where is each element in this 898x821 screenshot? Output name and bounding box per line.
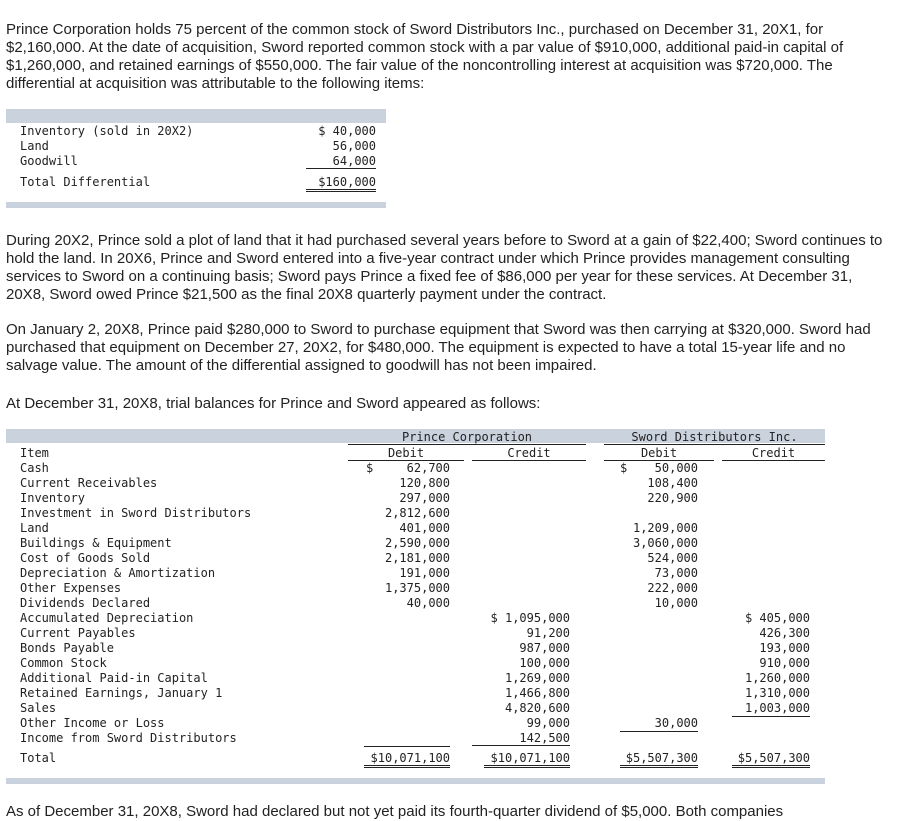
table-row-item: Cash bbox=[20, 461, 49, 475]
prince-debit-cell: 297,000 bbox=[399, 491, 450, 505]
table-row-item: Cost of Goods Sold bbox=[20, 551, 151, 565]
trial-balance-table bbox=[6, 429, 825, 784]
equipment-paragraph: On January 2, 20X8, Prince paid $280,000 to Sword to purchase equipment that Sword was then carrying at $320,000. Sword had purchased that equipment on December 27, 20X2, for $480,000. The equipment is expected to have a total 15-year life and no salvage value. The amount of the differential assigned to goodwill has not been impaired. bbox=[6, 321, 871, 374]
differential-amount: $ 40,000 bbox=[318, 124, 376, 138]
sword-header: Sword Distributors Inc. bbox=[604, 430, 825, 445]
table-left-edge bbox=[6, 202, 8, 208]
total-label: Total bbox=[20, 751, 57, 765]
prince-credit-cell: 142,500 bbox=[472, 731, 570, 746]
table-bottom-band bbox=[6, 202, 386, 208]
sword-credit-cell: $ 405,000 bbox=[744, 611, 810, 625]
prince-debit-cell: 40,000 bbox=[406, 596, 450, 610]
sword-debit-cell: 524,000 bbox=[647, 551, 698, 565]
differential-table bbox=[6, 109, 386, 205]
table-row-item: Other Income or Loss bbox=[20, 716, 165, 730]
sword-credit-cell: 1,260,000 bbox=[744, 671, 810, 685]
table-left-edge bbox=[6, 778, 8, 784]
prince-debit-cell: 120,800 bbox=[399, 476, 450, 490]
sword-credit-cell: 1,003,000 bbox=[744, 701, 810, 715]
prince-header: Prince Corporation bbox=[348, 430, 586, 445]
sword-debit-cell: 222,000 bbox=[647, 581, 698, 595]
sword-credit-cell: 426,300 bbox=[759, 626, 810, 640]
table-row-item: Bonds Payable bbox=[20, 641, 114, 655]
sword-debit-cell: 73,000 bbox=[654, 566, 698, 580]
intro-paragraph: Prince Corporation holds 75 percent of the common stock of Sword Distributors Inc., purchased on December 31, 20X1, for $2,160,000. At the date of acquisition, Sword reported common stock with a par value of $910,000, additional paid-in capital of $1,260,000, and retained earnings of $550,000. The fair value of the noncontrolling interest at acquisition was $720,000. The differential at acquisition was attributable to the following items: bbox=[6, 21, 844, 92]
prince-credit-cell: 99,000 bbox=[526, 716, 570, 730]
sword-debit-cell: 3,060,000 bbox=[632, 536, 698, 550]
prince-credit-cell: 100,000 bbox=[519, 656, 570, 670]
differential-total-label: Total Differential bbox=[20, 175, 151, 189]
sword-debit-cell: 108,400 bbox=[647, 476, 698, 490]
prince-credit-cell: $ 1,095,000 bbox=[490, 611, 570, 625]
dividend-paragraph-partial: As of December 31, 20X8, Sword had declared but not yet paid its fourth-quarter dividend of $5,000. Both companies bbox=[6, 803, 784, 820]
table-row-item: Additional Paid-in Capital bbox=[20, 671, 208, 685]
prince-debit-total: $10,071,100 bbox=[364, 751, 450, 768]
sword-credit-underline bbox=[732, 702, 810, 717]
prince-debit-cell: 191,000 bbox=[399, 566, 450, 580]
table-row-item: Retained Earnings, January 1 bbox=[20, 686, 223, 700]
trial-balance-intro: At December 31, 20X8, trial balances for Prince and Sword appeared as follows: bbox=[6, 395, 541, 412]
table-row-item: Current Payables bbox=[20, 626, 136, 640]
table-row-item: Investment in Sword Distributors bbox=[20, 506, 252, 520]
prince-credit-cell: 1,269,000 bbox=[504, 671, 570, 685]
table-row-item: Buildings & Equipment bbox=[20, 536, 172, 550]
prince-debit-underline bbox=[364, 732, 450, 747]
sword-credit-cell: 193,000 bbox=[759, 641, 810, 655]
differential-label: Land bbox=[20, 139, 49, 153]
prince-debit-cell: 2,590,000 bbox=[384, 536, 450, 550]
table-row-item: Income from Sword Distributors bbox=[20, 731, 237, 745]
table-row-item: Dividends Declared bbox=[20, 596, 151, 610]
table-row-item: Other Expenses bbox=[20, 581, 122, 595]
table-row-item: Current Receivables bbox=[20, 476, 158, 490]
item-header: Item bbox=[20, 446, 49, 460]
prince-credit-cell: 4,820,600 bbox=[504, 701, 570, 715]
differential-amount: 56,000 bbox=[332, 139, 376, 153]
prince-credit-cell: 1,466,800 bbox=[504, 686, 570, 700]
land-sale-paragraph: During 20X2, Prince sold a plot of land that it had purchased several years before to Sword at a gain of $22,400; Sword continues to hold the land. In 20X6, Prince and Sword entered into a five-year contract under which Prince provides management consulting services to Sword on a continuing basis; Sword pays Prince a fixed fee of $86,000 per year for these services. At December 31, 20X8, Sword owed Prince $21,500 as the final 20X8 quarterly payment under the contract. bbox=[6, 232, 883, 303]
sword-credit-cell: 910,000 bbox=[759, 656, 810, 670]
prince-credit-total: $10,071,100 bbox=[484, 751, 570, 768]
table-row-item: Inventory bbox=[20, 491, 86, 505]
differential-amount: 64,000 bbox=[306, 154, 376, 169]
prince-debit-cell: 2,181,000 bbox=[384, 551, 450, 565]
prince-debit-cell: 401,000 bbox=[399, 521, 450, 535]
sword-debit-cell: 1,209,000 bbox=[632, 521, 698, 535]
prince-debit-cell: 2,812,600 bbox=[384, 506, 450, 520]
table-row-item: Common Stock bbox=[20, 656, 107, 670]
table-row-item: Depreciation & Amortization bbox=[20, 566, 216, 580]
table-row-item: Land bbox=[20, 521, 49, 535]
table-header-band bbox=[6, 109, 386, 123]
sword-debit-underline bbox=[620, 717, 698, 732]
sword-credit-cell: 1,310,000 bbox=[744, 686, 810, 700]
sword-debit-cell: 50,000 bbox=[654, 461, 698, 475]
prince-debit-cell: 1,375,000 bbox=[384, 581, 450, 595]
table-row-item: Accumulated Depreciation bbox=[20, 611, 194, 625]
sword-debit-header: Debit bbox=[604, 446, 714, 461]
sword-credit-header: Credit bbox=[722, 446, 825, 461]
sword-debit-cell: 10,000 bbox=[654, 596, 698, 610]
sword-debit-cell: 220,900 bbox=[647, 491, 698, 505]
differential-label: Inventory (sold in 20X2) bbox=[20, 124, 194, 138]
sword-credit-total: $5,507,300 bbox=[732, 751, 810, 768]
sword-debit-total: $5,507,300 bbox=[620, 751, 698, 768]
differential-label: Goodwill bbox=[20, 154, 78, 168]
prince-debit-header: Debit bbox=[348, 446, 464, 461]
prince-debit-cell: 62,700 bbox=[406, 461, 450, 475]
table-bottom-band bbox=[6, 778, 825, 784]
table-row-item: Sales bbox=[20, 701, 57, 715]
prince-credit-header: Credit bbox=[472, 446, 586, 461]
sword-debit-cell: 30,000 bbox=[654, 716, 698, 730]
prince-credit-cell: 987,000 bbox=[519, 641, 570, 655]
prince-credit-cell: 91,200 bbox=[526, 626, 570, 640]
prince-cash-dollar: $ bbox=[366, 461, 374, 475]
differential-total-amount: $160,000 bbox=[306, 175, 376, 192]
sword-cash-dollar: $ bbox=[620, 461, 628, 475]
